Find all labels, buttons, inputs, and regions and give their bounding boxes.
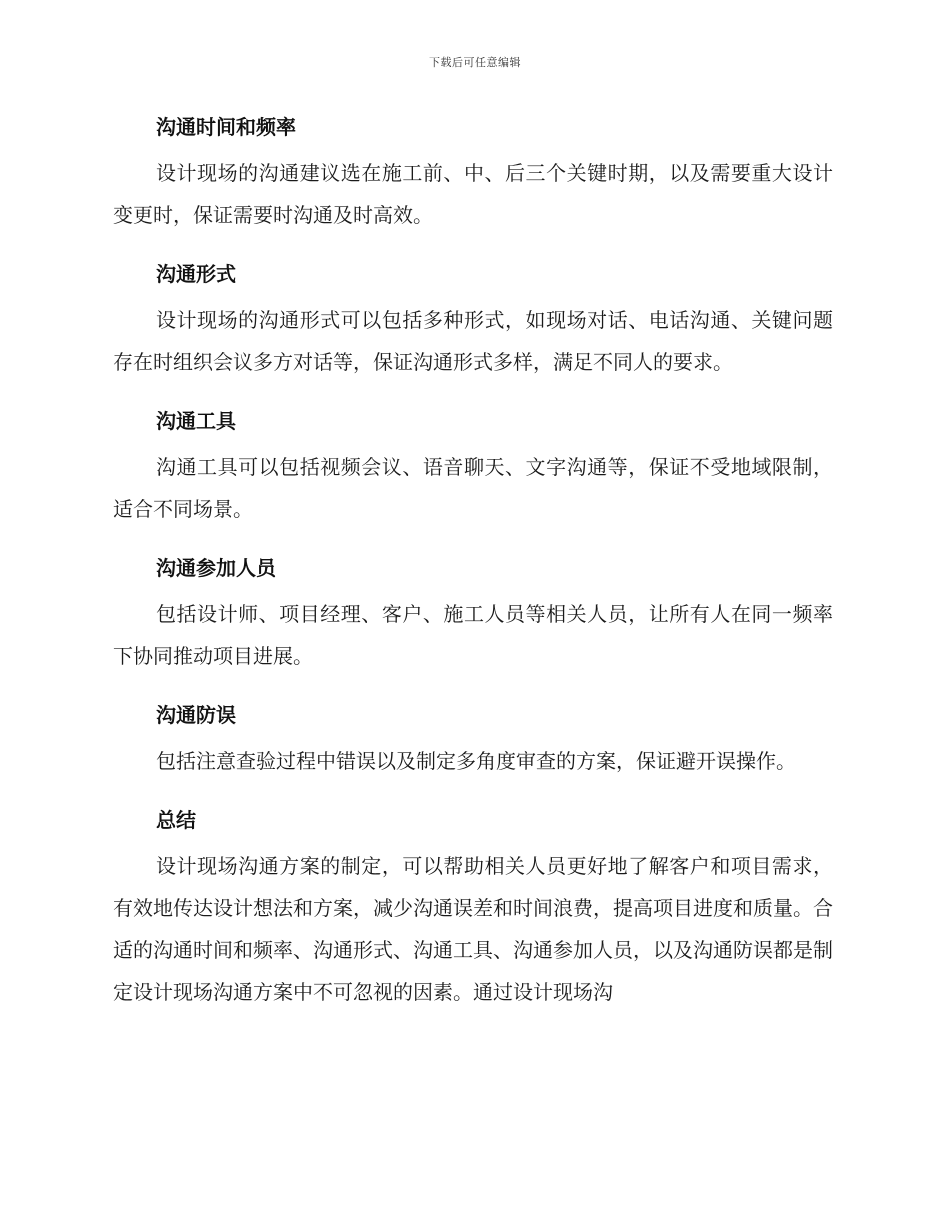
section-paragraph: 设计现场沟通方案的制定，可以帮助相关人员更好地了解客户和项目需求，有效地传达设计想法和方案，减少沟通误差和时间浪费，提高项目进度和质量。合适的沟通时间和频率、沟通形式、沟通工具、沟通参加人员，以及沟通防误都是制定设计现场沟通方案中不可忽视的因素。通过设计现场沟 (113, 854, 833, 1004)
section-paragraph: 包括设计师、项目经理、客户、施工人员等相关人员，让所有人在同一频率下协同推动项目进展。 (113, 602, 833, 668)
section-communication-time (113, 109, 833, 236)
section-communication-form (113, 256, 833, 383)
document-body (113, 109, 833, 1033)
section-heading: 沟通工具 (156, 409, 236, 433)
section-summary (113, 802, 833, 1013)
section-paragraph: 设计现场的沟通形式可以包括多种形式，如现场对话、电话沟通、关键问题存在时组织会议多方对话等，保证沟通形式多样，满足不同人的要求。 (113, 308, 833, 374)
section-heading: 沟通防误 (156, 703, 236, 727)
section-heading: 沟通参加人员 (156, 556, 276, 580)
section-heading: 沟通形式 (156, 262, 236, 286)
section-communication-tools (113, 403, 833, 530)
section-communication-error-prevention (113, 697, 833, 782)
section-paragraph: 设计现场的沟通建议选在施工前、中、后三个关键时期，以及需要重大设计变更时，保证需要时沟通及时高效。 (113, 161, 833, 227)
page-header-note: 下载后可任意编辑 (429, 56, 521, 69)
section-paragraph: 沟通工具可以包括视频会议、语音聊天、文字沟通等，保证不受地域限制，适合不同场景。 (113, 455, 833, 521)
section-heading: 沟通时间和频率 (156, 115, 296, 139)
section-paragraph: 包括注意查验过程中错误以及制定多角度审查的方案，保证避开误操作。 (156, 749, 796, 773)
section-heading: 总结 (156, 808, 196, 832)
section-communication-participants (113, 550, 833, 677)
